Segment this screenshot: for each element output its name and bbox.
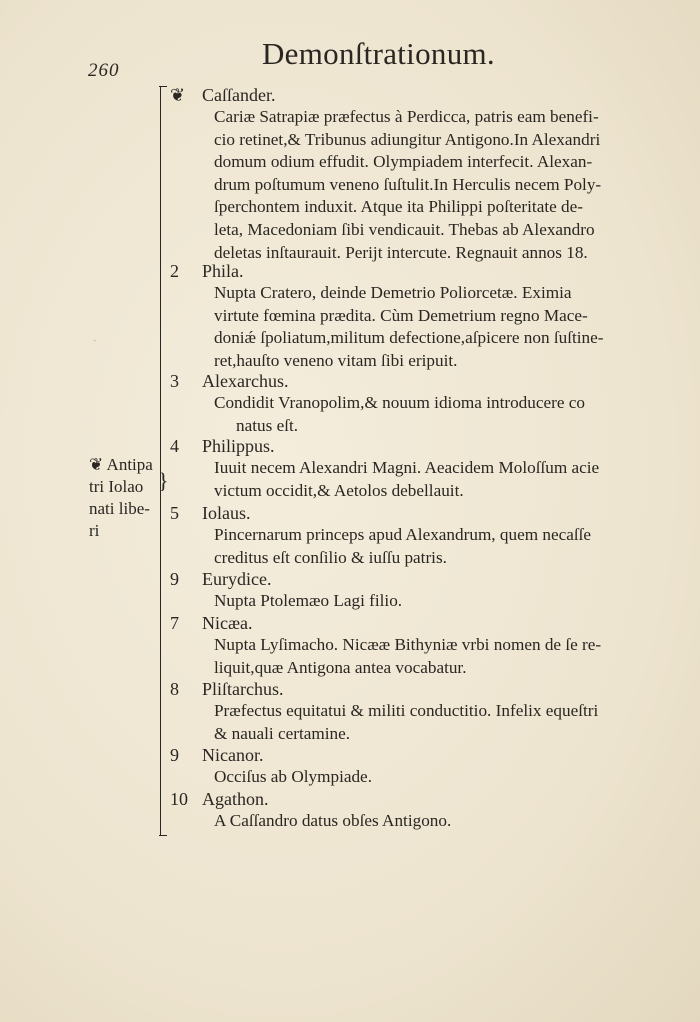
text-line: Pincernarum princeps apud Alexandrum, quem necaſſe xyxy=(214,525,592,544)
margin-note-line: tri Iolao xyxy=(89,477,144,496)
text-line: Præfectus equitatui & militi conductitio. Infelix equeſtri xyxy=(214,701,599,720)
text-line: natus eſt. xyxy=(236,415,299,435)
text-line: drum poſtumum veneno ſuſtulit.In Herculis necem Poly- xyxy=(214,174,602,194)
text-line: leta, Macedoniam ſibi vendicauit. Thebas ab Alexandro xyxy=(214,219,595,239)
margin-note-line: nati libe- xyxy=(89,499,150,518)
text-line: victum occidit,& Aetolos debellauit. xyxy=(214,480,464,500)
entry-number: 4 xyxy=(170,436,179,456)
text-line: cio retinet,& Tribunus adiungitur Antigono.In Alexandri xyxy=(214,129,601,149)
bleed-through-marks: · xyxy=(92,331,98,350)
text-line: deletas inſtaurauit. Perijt intercute. Regnauit annos 18. xyxy=(214,242,588,262)
margin-note xyxy=(89,454,167,542)
entry-number: ❦ xyxy=(170,85,186,105)
margin-note-line: ❦ Antipa xyxy=(89,455,153,474)
entry-phila xyxy=(170,260,650,372)
entry-number: 2 xyxy=(170,261,179,281)
entry-text xyxy=(214,457,650,502)
text-line: Condidit Vranopolim,& nouum idioma introducere co xyxy=(214,393,585,412)
entry-philippus xyxy=(170,435,650,502)
entry-text xyxy=(214,766,650,789)
entry-eurydice xyxy=(170,568,650,613)
entry-text xyxy=(214,392,650,437)
entry-agathon xyxy=(170,788,650,833)
text-line: creditus eſt conſilio & iuſſu patris. xyxy=(214,547,447,567)
entry-number: 9 xyxy=(170,745,179,765)
entry-name: Iolaus. xyxy=(202,503,251,523)
text-line: A Caſſandro datus obſes Antigono. xyxy=(214,811,452,830)
text-line: Cariæ Satrapiæ præfectus à Perdicca, patris eam benefi- xyxy=(214,107,599,126)
entry-name: Phila. xyxy=(202,261,244,281)
text-line: ret,hauſto veneno vitam ſibi eripuit. xyxy=(214,350,458,370)
text-line: Nupta Lyſimacho. Nicææ Bithyniæ vrbi nomen de ſe re- xyxy=(214,635,602,654)
entry-number: 7 xyxy=(170,613,179,633)
entry-alexarchus xyxy=(170,370,650,437)
text-line: Nupta Cratero, deinde Demetrio Poliorcetæ. Eximia xyxy=(214,283,572,302)
entry-text xyxy=(214,524,650,569)
entry-nicaea xyxy=(170,612,650,679)
entry-name: Nicæa. xyxy=(202,613,253,633)
entry-name: Nicanor. xyxy=(202,745,264,765)
entry-number: 3 xyxy=(170,371,179,391)
bracket-brace: } xyxy=(158,468,169,493)
entry-number: 5 xyxy=(170,503,179,523)
entry-name: Philippus. xyxy=(202,436,275,456)
entry-text xyxy=(214,810,650,833)
text-line: liquit,quæ Antigona antea vocabatur. xyxy=(214,657,467,677)
text-line: ſperchontem induxit. Atque ita Philippi poſteritate de- xyxy=(214,197,583,217)
entry-text xyxy=(214,106,650,264)
text-line: Iuuit necem Alexandri Magni. Aeacidem Moloſſum acie xyxy=(214,458,600,477)
entry-text xyxy=(214,590,650,613)
entry-text xyxy=(214,634,650,679)
entry-number: 8 xyxy=(170,679,179,699)
entry-iolaus xyxy=(170,502,650,569)
margin-note-line: ri xyxy=(89,521,100,540)
text-line: & nauali certamine. xyxy=(214,723,351,743)
entry-cassander xyxy=(170,84,650,264)
running-header: Demonſtrationum. xyxy=(262,36,495,71)
text-line: Nupta Ptolemæo Lagi filio. xyxy=(214,591,403,610)
entry-text xyxy=(214,700,650,745)
text-line: virtute fœmina prædita. Cùm Demetrium regno Mace- xyxy=(214,305,588,325)
text-line: domum odium effudit. Olympiadem interfecit. Alexan- xyxy=(214,152,593,172)
entry-name: Alexarchus. xyxy=(202,371,289,391)
text-line: Occiſus ab Olympiade. xyxy=(214,767,372,786)
text-line: doniǽ ſpoliatum,militum defectione,aſpicere non ſuſtine- xyxy=(214,328,604,348)
entry-nicanor xyxy=(170,744,650,789)
entry-name: Eurydice. xyxy=(202,569,272,589)
entry-number: 9 xyxy=(170,569,179,589)
entry-number: 10 xyxy=(170,789,188,809)
entry-name: Agathon. xyxy=(202,789,269,809)
entry-plistarchus xyxy=(170,678,650,745)
page-number: 260 xyxy=(88,60,120,81)
entry-name: Caſſander. xyxy=(202,85,276,105)
entry-name: Pliſtarchus. xyxy=(202,679,284,699)
entry-text xyxy=(214,282,650,372)
